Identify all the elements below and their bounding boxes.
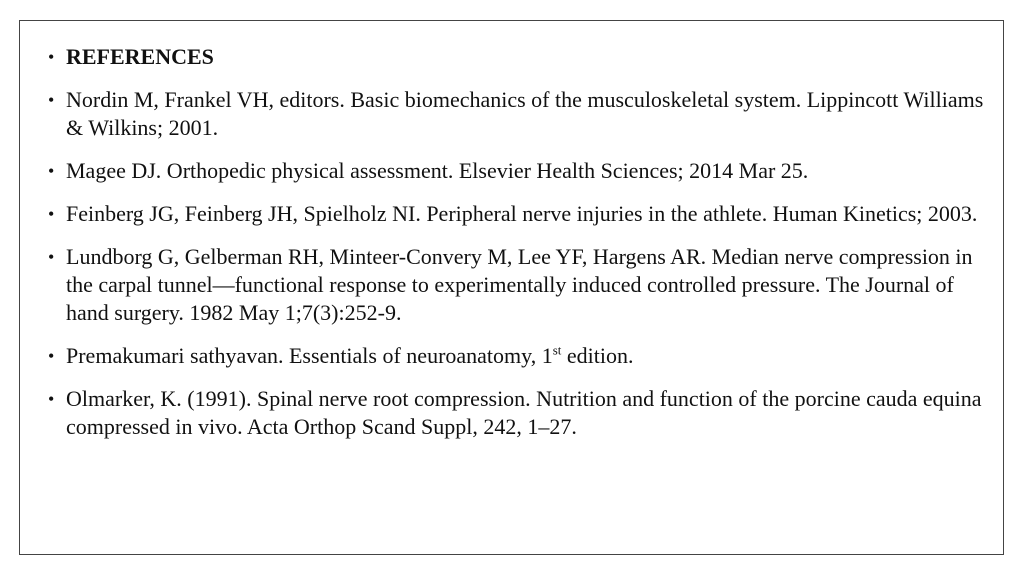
references-heading-item	[46, 43, 991, 71]
bullet-icon: •	[48, 389, 55, 409]
reference-item	[46, 243, 991, 327]
reference-item	[46, 385, 991, 441]
reference-text-after: edition.	[561, 343, 634, 368]
reference-text: Magee DJ. Orthopedic physical assessment. Elsevier Health Sciences; 2014 Mar 25.	[66, 158, 809, 183]
reference-text: Feinberg JG, Feinberg JH, Spielholz NI. Peripheral nerve injuries in the athlete. Human Kinetics; 2003.	[66, 201, 978, 226]
bullet-icon: •	[48, 204, 55, 224]
reference-item	[46, 200, 991, 228]
reference-item	[46, 157, 991, 185]
bullet-icon: •	[48, 90, 55, 110]
reference-text: Lundborg G, Gelberman RH, Minteer-Convery M, Lee YF, Hargens AR. Median nerve compression in the carpal tunnel—functional response to experimentally induced controlled pressure. The Journal of hand surgery. 1982 May 1;7(3):252-9.	[66, 244, 973, 325]
reference-text-before: Premakumari sathyavan. Essentials of neuroanatomy, 1	[66, 343, 553, 368]
reference-item	[46, 86, 991, 142]
references-list	[46, 43, 991, 456]
references-heading: REFERENCES	[66, 44, 214, 69]
reference-superscript: st	[552, 342, 562, 358]
reference-text: Nordin M, Frankel VH, editors. Basic biomechanics of the musculoskeletal system. Lippincott Williams & Wilkins; 2001.	[66, 87, 984, 140]
reference-text: Olmarker, K. (1991). Spinal nerve root compression. Nutrition and function of the porcine cauda equina compressed in vivo. Acta Orthop Scand Suppl, 242, 1–27.	[66, 386, 982, 439]
reference-item	[46, 342, 991, 370]
bullet-icon: •	[48, 247, 55, 267]
bullet-icon: •	[48, 161, 55, 181]
bullet-icon: •	[48, 47, 55, 67]
slide-frame	[19, 20, 1004, 555]
bullet-icon: •	[48, 346, 55, 366]
